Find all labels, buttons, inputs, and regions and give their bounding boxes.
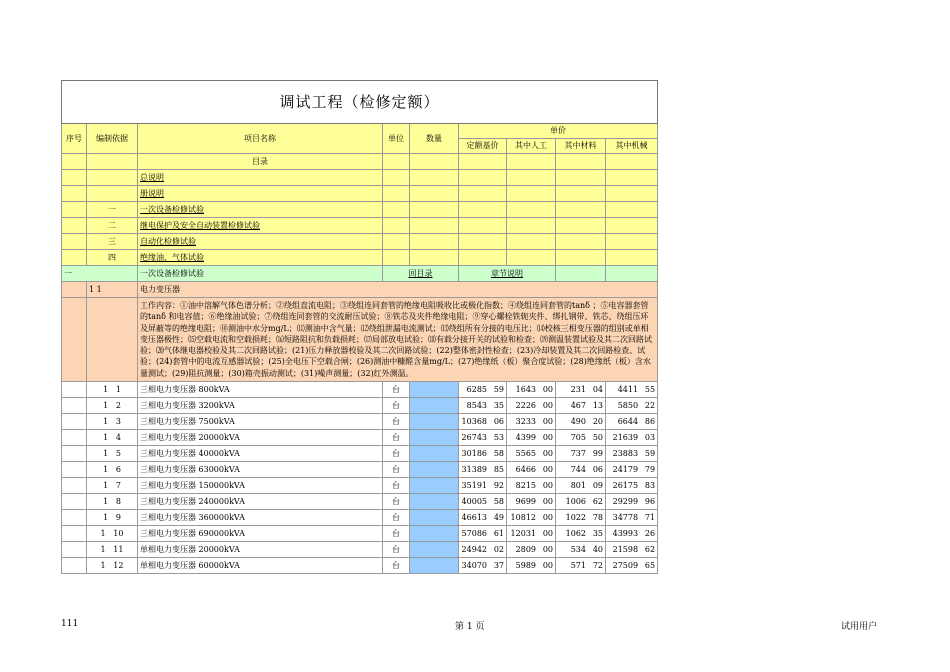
section-row (62, 266, 658, 282)
subsection-name: 电力变压器 (138, 282, 658, 298)
item-material (556, 510, 606, 526)
header-qty: 数量 (410, 124, 459, 154)
item-base (459, 510, 507, 526)
item-machine-decimal: 79 (644, 464, 656, 474)
item-base (459, 526, 507, 542)
item-machine (606, 558, 658, 574)
item-code-chapter: 1 (103, 512, 109, 522)
item-base-integer: 34070 (461, 560, 487, 570)
item-machine-decimal: 86 (644, 416, 656, 426)
item-code-chapter: 1 (103, 480, 109, 490)
item-base-integer: 31389 (461, 464, 487, 474)
item-code (87, 430, 138, 446)
item-labor-integer: 10812 (510, 512, 536, 522)
item-labor-decimal: 00 (542, 544, 553, 554)
item-base-decimal: 02 (493, 544, 504, 554)
item-material (556, 446, 606, 462)
item-material-integer: 705 (570, 432, 586, 442)
item-base (459, 462, 507, 478)
item-material-integer: 1006 (565, 496, 586, 506)
item-code (87, 398, 138, 414)
header-name: 项目名称 (138, 124, 383, 154)
item-labor (507, 446, 556, 462)
item-labor (507, 526, 556, 542)
item-machine (606, 446, 658, 462)
table-row (62, 430, 658, 446)
item-labor-integer: 6466 (515, 464, 536, 474)
item-code-number: 11 (113, 544, 124, 554)
quantity-input[interactable] (410, 526, 459, 542)
item-unit: 台 (383, 462, 410, 478)
item-code-chapter: 1 (103, 400, 109, 410)
item-labor (507, 462, 556, 478)
toc-row: 二 继电保护及安全自动装置检修试验 (62, 218, 658, 234)
item-material-decimal: 99 (592, 448, 603, 458)
item-base-integer: 8543 (466, 400, 487, 410)
subsection-code: 1 1 (87, 282, 138, 298)
item-labor-decimal: 00 (542, 432, 553, 442)
section-seq: 一 (62, 266, 138, 282)
item-base-decimal: 37 (493, 560, 504, 570)
item-material-decimal: 13 (592, 400, 603, 410)
item-base (459, 382, 507, 398)
item-machine-integer: 5850 (617, 400, 639, 410)
item-material (556, 462, 606, 478)
item-material-decimal: 04 (592, 384, 603, 394)
item-labor (507, 558, 556, 574)
item-name: 三相电力变压器 150000kVA (138, 478, 383, 494)
item-labor (507, 478, 556, 494)
item-base-decimal: 58 (493, 496, 504, 506)
item-labor-integer: 2226 (515, 400, 536, 410)
table-row (62, 510, 658, 526)
header-basis: 编制依据 (87, 124, 138, 154)
item-machine-decimal: 22 (644, 400, 656, 410)
item-material-integer: 744 (570, 464, 586, 474)
item-base-integer: 6285 (466, 384, 487, 394)
item-code-number: 1 (115, 384, 121, 394)
item-machine-decimal: 71 (644, 512, 656, 522)
item-code-chapter: 1 (100, 544, 106, 554)
toc-link-general[interactable]: 总说明 (138, 170, 383, 186)
toc-link-primary[interactable]: 一次设备检修试验 (138, 202, 383, 218)
item-code-number: 3 (115, 416, 121, 426)
item-labor (507, 510, 556, 526)
item-unit: 台 (383, 494, 410, 510)
item-material-integer: 1062 (565, 528, 586, 538)
item-machine (606, 462, 658, 478)
item-machine (606, 542, 658, 558)
item-base-decimal: 49 (493, 512, 504, 522)
item-material (556, 382, 606, 398)
item-material (556, 494, 606, 510)
item-labor-integer: 5989 (515, 560, 536, 570)
table-row (62, 542, 658, 558)
item-machine-decimal: 62 (644, 544, 656, 554)
item-base (459, 398, 507, 414)
item-machine-integer: 26175 (612, 480, 639, 490)
item-code-number: 6 (115, 464, 121, 474)
item-code-chapter: 1 (103, 416, 109, 426)
item-unit: 台 (383, 446, 410, 462)
item-unit: 台 (383, 398, 410, 414)
item-material-integer: 534 (570, 544, 586, 554)
toc-link-oil-gas[interactable]: 绝缘油、气体试验 (138, 250, 383, 266)
quantity-input[interactable] (410, 462, 459, 478)
item-machine-integer: 21598 (612, 544, 639, 554)
item-base-integer: 57086 (461, 528, 487, 538)
item-code-number: 10 (113, 528, 124, 538)
item-base-integer: 26743 (461, 432, 487, 442)
item-code-number: 2 (115, 400, 121, 410)
item-unit: 台 (383, 478, 410, 494)
item-code-number: 7 (115, 480, 121, 490)
item-base-integer: 46613 (461, 512, 487, 522)
item-code-number: 12 (113, 560, 124, 570)
item-labor-integer: 1643 (515, 384, 536, 394)
item-labor (507, 430, 556, 446)
toc-row: 四 绝缘油、气体试验 (62, 250, 658, 266)
subsection-row (62, 282, 658, 298)
item-unit: 台 (383, 542, 410, 558)
item-labor-decimal: 00 (542, 464, 553, 474)
header-material: 其中材料 (556, 139, 606, 154)
quantity-input[interactable] (410, 430, 459, 446)
item-base-decimal: 61 (493, 528, 504, 538)
item-machine-integer: 23883 (612, 448, 639, 458)
toc-link-automation[interactable]: 自动化检修试验 (138, 234, 383, 250)
chapter-notes-link[interactable]: 章节说明 (459, 266, 556, 282)
item-labor-decimal: 00 (542, 384, 553, 394)
item-labor-decimal: 00 (542, 416, 553, 426)
item-code (87, 446, 138, 462)
item-name: 三相电力变压器 40000kVA (138, 446, 383, 462)
quantity-input[interactable] (410, 414, 459, 430)
quantity-input[interactable] (410, 478, 459, 494)
table-row (62, 398, 658, 414)
item-code (87, 542, 138, 558)
item-labor-decimal: 00 (542, 528, 553, 538)
item-machine-decimal: 59 (644, 448, 656, 458)
item-material (556, 558, 606, 574)
item-machine-integer: 29299 (612, 496, 639, 506)
item-labor (507, 494, 556, 510)
item-machine-decimal: 26 (644, 528, 656, 538)
item-machine (606, 382, 658, 398)
item-unit: 台 (383, 526, 410, 542)
item-machine-decimal: 65 (644, 560, 656, 570)
item-name: 三相电力变压器 3200kVA (138, 398, 383, 414)
item-machine-decimal: 96 (644, 496, 656, 506)
item-labor-integer: 9699 (515, 496, 536, 506)
item-labor-decimal: 00 (542, 512, 553, 522)
item-code-number: 9 (115, 512, 121, 522)
item-labor-integer: 2809 (515, 544, 536, 554)
item-base-integer: 30186 (461, 448, 487, 458)
table-row (62, 382, 658, 398)
item-code-chapter: 1 (103, 448, 109, 458)
item-material-decimal: 20 (592, 416, 603, 426)
item-labor (507, 542, 556, 558)
header-machine: 其中机械 (606, 139, 658, 154)
item-machine (606, 398, 658, 414)
item-machine (606, 510, 658, 526)
item-unit: 台 (383, 510, 410, 526)
item-name: 三相电力变压器 240000kVA (138, 494, 383, 510)
item-code-chapter: 1 (100, 560, 106, 570)
footer-left: 111 (61, 619, 79, 629)
item-machine (606, 478, 658, 494)
item-material-decimal: 50 (592, 432, 603, 442)
item-machine-integer: 34778 (612, 512, 639, 522)
item-machine-decimal: 83 (644, 480, 656, 490)
item-base-integer: 24942 (461, 544, 487, 554)
quantity-input[interactable] (410, 382, 459, 398)
item-code (87, 526, 138, 542)
item-machine-decimal: 55 (644, 384, 656, 394)
item-labor-decimal: 00 (542, 560, 553, 570)
item-name: 三相电力变压器 20000kVA (138, 430, 383, 446)
item-material (556, 526, 606, 542)
item-base-integer: 40005 (461, 496, 487, 506)
item-machine-integer: 43993 (612, 528, 639, 538)
toc-row (62, 170, 658, 186)
toc-row (62, 154, 658, 170)
item-machine-integer: 6644 (617, 416, 639, 426)
item-labor-integer: 5565 (515, 448, 536, 458)
item-material-integer: 737 (570, 448, 586, 458)
item-name: 三相电力变压器 360000kVA (138, 510, 383, 526)
item-base-integer: 35191 (461, 480, 487, 490)
quantity-input[interactable] (410, 510, 459, 526)
header-base: 定额基价 (459, 139, 507, 154)
item-base (459, 446, 507, 462)
table-row (62, 478, 658, 494)
item-base-decimal: 85 (493, 464, 504, 474)
item-material-integer: 801 (570, 480, 586, 490)
table-row (62, 446, 658, 462)
header-seq: 序号 (62, 124, 87, 154)
toc-row: 三 自动化检修试验 (62, 234, 658, 250)
item-material-integer: 1022 (565, 512, 586, 522)
item-machine-decimal: 03 (644, 432, 656, 442)
item-name: 三相电力变压器 690000kVA (138, 526, 383, 542)
item-base (459, 478, 507, 494)
item-machine-integer: 4411 (617, 384, 639, 394)
quantity-input[interactable] (410, 398, 459, 414)
quantity-input[interactable] (410, 558, 459, 574)
item-material-decimal: 62 (592, 496, 603, 506)
item-material-decimal: 72 (592, 560, 603, 570)
item-code (87, 414, 138, 430)
table-row (62, 526, 658, 542)
quantity-input[interactable] (410, 542, 459, 558)
item-machine (606, 494, 658, 510)
item-code-chapter: 1 (100, 528, 106, 538)
toc-link-contents[interactable]: 目录 (138, 154, 383, 170)
spreadsheet (61, 80, 657, 574)
item-material (556, 398, 606, 414)
item-material (556, 542, 606, 558)
header-unit: 单位 (383, 124, 410, 154)
header-labor: 其中人工 (507, 139, 556, 154)
item-material (556, 478, 606, 494)
item-base-decimal: 53 (493, 432, 504, 442)
item-code-chapter: 1 (103, 432, 109, 442)
item-base (459, 542, 507, 558)
item-code-chapter: 1 (103, 464, 109, 474)
item-machine (606, 526, 658, 542)
item-material (556, 414, 606, 430)
item-labor-decimal: 00 (542, 400, 553, 410)
item-material-integer: 231 (570, 384, 586, 394)
item-code (87, 462, 138, 478)
item-material-decimal: 35 (592, 528, 603, 538)
item-machine-integer: 21639 (612, 432, 639, 442)
item-material-decimal: 78 (592, 512, 603, 522)
item-base-decimal: 58 (493, 448, 504, 458)
item-labor-integer: 8215 (515, 480, 536, 490)
item-unit: 台 (383, 430, 410, 446)
item-material-integer: 490 (570, 416, 586, 426)
item-base-decimal: 06 (493, 416, 504, 426)
section-name: 一次设备检修试验 (138, 266, 383, 282)
item-code-number: 5 (115, 448, 121, 458)
item-material (556, 430, 606, 446)
item-machine (606, 430, 658, 446)
table-row (62, 494, 658, 510)
item-labor-integer: 3233 (515, 416, 536, 426)
item-unit: 台 (383, 558, 410, 574)
item-base-integer: 10368 (461, 416, 487, 426)
toc-row (62, 186, 658, 202)
item-code (87, 494, 138, 510)
item-unit: 台 (383, 382, 410, 398)
item-labor (507, 414, 556, 430)
footer-page-number: 第 1 页 (455, 622, 485, 632)
item-material-integer: 571 (570, 560, 586, 570)
item-code-chapter: 1 (103, 384, 109, 394)
item-name: 三相电力变压器 7500kVA (138, 414, 383, 430)
table-row (62, 414, 658, 430)
item-machine-integer: 24179 (612, 464, 639, 474)
item-material-integer: 467 (570, 400, 586, 410)
item-code-number: 4 (115, 432, 121, 442)
item-base (459, 414, 507, 430)
item-labor-integer: 4399 (515, 432, 536, 442)
header-unit-price: 单价 (459, 124, 658, 139)
item-name: 单相电力变压器 20000kVA (138, 542, 383, 558)
item-code (87, 558, 138, 574)
item-labor-decimal: 00 (542, 448, 553, 458)
item-base (459, 430, 507, 446)
quantity-input[interactable] (410, 494, 459, 510)
item-labor-decimal: 00 (542, 496, 553, 506)
quota-table (61, 80, 658, 574)
item-name: 三相电力变压器 63000kVA (138, 462, 383, 478)
item-labor (507, 382, 556, 398)
table-row (62, 462, 658, 478)
item-unit: 台 (383, 414, 410, 430)
table-row (62, 558, 658, 574)
item-machine (606, 414, 658, 430)
item-code (87, 478, 138, 494)
item-code (87, 510, 138, 526)
item-labor-decimal: 00 (542, 480, 553, 490)
back-to-contents-link[interactable]: 回目录 (383, 266, 459, 282)
work-content-row (62, 298, 658, 382)
item-base-decimal: 92 (493, 480, 504, 490)
item-name: 单相电力变压器 60000kVA (138, 558, 383, 574)
item-base-decimal: 59 (493, 384, 504, 394)
item-material-decimal: 09 (592, 480, 603, 490)
item-labor (507, 398, 556, 414)
quantity-input[interactable] (410, 446, 459, 462)
item-base-decimal: 35 (493, 400, 504, 410)
toc-link-volume[interactable]: 册说明 (138, 186, 383, 202)
item-material-decimal: 40 (592, 544, 603, 554)
item-code-chapter: 1 (103, 496, 109, 506)
item-base (459, 494, 507, 510)
footer-user: 试用用户 (841, 622, 878, 632)
page-title: 调试工程（检修定额） (62, 81, 658, 124)
item-name: 三相电力变压器 800kVA (138, 382, 383, 398)
item-material-decimal: 06 (592, 464, 603, 474)
item-code-number: 8 (115, 496, 121, 506)
item-machine-integer: 27509 (612, 560, 639, 570)
toc-row: 一 一次设备检修试验 (62, 202, 658, 218)
work-content-text: 工作内容：①油中溶解气体色谱分析；②绕组直流电阻；③绕组连同套管的绝缘电阻吸收比或极化指数；④绕组连同套管的tanδ ；⑤电容器套管的tanδ 和电容值；⑥绝缘油试验；⑦绕组连同套管的交流耐压试验；⑧铁芯及夹件绝缘电阻；⑨穿心螺栓铁轭夹件、绑扎钢带、铁芯、绕组压环及屏蔽等的绝缘电阻；⑩测油中水分mg/L；⑾测油中含气量；⑿绕组泄漏电流测试；⒀绕组所有分接的电压比；⒁校核三相变压器的组别或单相变压器极性；⒂空载电流和空载损耗；⒃短路阻抗和负载损耗；⒄局部放电试验；⒅有载分接开关的试验和检查；⒆测温装置试验及其二次回路试验；⒇气体继电器校验及其二次回路试验；(21)压力释放器校验及其二次回路试验；(22)整体密封性检查；(23)冷却装置及其二次回路检查、试验；(24)套管中的电流互感器试验；(25)全电压下空载合闸；(26)测油中糠醛含量mg/L；(27)绝缘纸（板）聚合度试验；(28)绝缘纸（板）含水量测试；(29)阻抗测量；(30)箱壳振动测试；(31)噪声测量；(32)红外测温。 (138, 298, 658, 382)
toc-link-relay[interactable]: 继电保护及安全自动装置检修试验 (138, 218, 383, 234)
item-base (459, 558, 507, 574)
item-labor-integer: 12031 (510, 528, 536, 538)
item-code (87, 382, 138, 398)
